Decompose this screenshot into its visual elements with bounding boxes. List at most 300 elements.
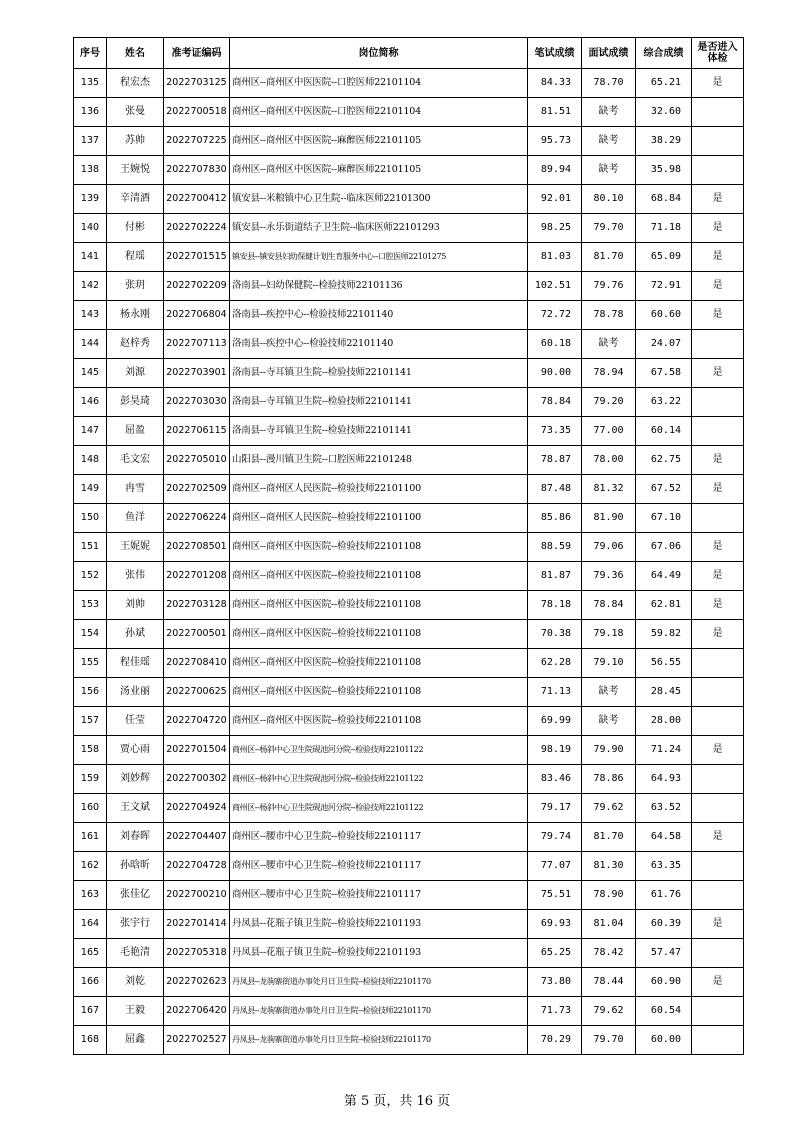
row-written-score: 75.51 [528,881,582,910]
row-total-score: 64.93 [636,765,692,794]
row-position: 洛南县--寺耳镇卫生院--检验技师22101141 [230,417,528,446]
row-written-score: 102.51 [528,272,582,301]
row-written-score: 81.51 [528,98,582,127]
row-name: 孙晗昕 [107,852,164,881]
row-position: 商州区--杨斜中心卫生院砚池河分院--检验技师22101122 [230,765,528,794]
row-interview-score: 79.62 [582,794,636,823]
row-seq: 138 [74,156,107,185]
row-written-score: 79.17 [528,794,582,823]
row-position: 山阳县--漫川镇卫生院--口腔医师22101248 [230,446,528,475]
row-interview-score: 78.00 [582,446,636,475]
row-position: 商州区--商州区人民医院--检验技师22101100 [230,504,528,533]
row-exam-id: 2022706804 [164,301,230,330]
row-exam-id: 2022704720 [164,707,230,736]
row-physical-exam: 是 [692,533,744,562]
row-exam-id: 2022702527 [164,1026,230,1055]
row-position: 丹凤县--龙驹寨街道办事处月日卫生院--检验技师22101170 [230,968,528,997]
table-row [74,649,744,678]
row-seq: 142 [74,272,107,301]
row-exam-id: 2022704728 [164,852,230,881]
row-physical-exam: 是 [692,243,744,272]
row-interview-score: 78.86 [582,765,636,794]
row-total-score: 60.39 [636,910,692,939]
row-physical-exam [692,388,744,417]
row-interview-score: 79.90 [582,736,636,765]
row-written-score: 87.48 [528,475,582,504]
row-total-score: 28.45 [636,678,692,707]
row-seq: 146 [74,388,107,417]
row-total-score: 35.98 [636,156,692,185]
row-seq: 154 [74,620,107,649]
row-position: 商州区--腰市中心卫生院--检验技师22101117 [230,881,528,910]
row-name: 屈鑫 [107,1026,164,1055]
row-total-score: 62.75 [636,446,692,475]
table-row [74,678,744,707]
row-name: 付彬 [107,214,164,243]
row-name: 毛文宏 [107,446,164,475]
row-physical-exam: 是 [692,823,744,852]
row-position: 丹凤县--龙驹寨街道办事处月日卫生院--检验技师22101170 [230,997,528,1026]
table-row [74,591,744,620]
table-row [74,968,744,997]
row-name: 张曼 [107,98,164,127]
row-written-score: 70.29 [528,1026,582,1055]
row-seq: 143 [74,301,107,330]
header-physical-exam: 是否进入体检 [692,38,744,69]
row-written-score: 73.80 [528,968,582,997]
table-row [74,533,744,562]
row-written-score: 60.18 [528,330,582,359]
row-total-score: 72.91 [636,272,692,301]
row-name: 辛清酒 [107,185,164,214]
row-position: 镇安县--镇安县妇幼保健计划生育服务中心--口腔医师22101275 [230,243,528,272]
table-row [74,214,744,243]
table-row [74,301,744,330]
row-interview-score: 77.00 [582,417,636,446]
row-exam-id: 2022708410 [164,649,230,678]
header-exam-id: 准考证编码 [164,38,230,69]
row-written-score: 72.72 [528,301,582,330]
row-written-score: 79.74 [528,823,582,852]
row-exam-id: 2022702623 [164,968,230,997]
row-position: 商州区--商州区人民医院--检验技师22101100 [230,475,528,504]
table-row [74,707,744,736]
row-physical-exam [692,997,744,1026]
row-position: 商州区--腰市中心卫生院--检验技师22101117 [230,852,528,881]
row-name: 苏帅 [107,127,164,156]
page-footer: 第 5 页，共 16 页 [343,1094,451,1109]
row-total-score: 59.82 [636,620,692,649]
row-physical-exam [692,649,744,678]
row-total-score: 60.54 [636,997,692,1026]
row-seq: 163 [74,881,107,910]
row-position: 商州区--商州区中医医院--检验技师22101108 [230,649,528,678]
row-exam-id: 2022702224 [164,214,230,243]
row-name: 程瑶 [107,243,164,272]
row-seq: 136 [74,98,107,127]
row-total-score: 57.47 [636,939,692,968]
row-exam-id: 2022700302 [164,765,230,794]
header-total-score: 综合成绩 [636,38,692,69]
row-interview-score: 缺考 [582,678,636,707]
row-total-score: 32.60 [636,98,692,127]
row-exam-id: 2022704407 [164,823,230,852]
row-exam-id: 2022700412 [164,185,230,214]
row-interview-score: 79.76 [582,272,636,301]
table-row [74,562,744,591]
row-total-score: 38.29 [636,127,692,156]
row-exam-id: 2022701515 [164,243,230,272]
row-interview-score: 缺考 [582,98,636,127]
table-row [74,1026,744,1055]
row-physical-exam [692,939,744,968]
row-exam-id: 2022701208 [164,562,230,591]
row-written-score: 92.01 [528,185,582,214]
row-total-score: 60.14 [636,417,692,446]
row-position: 商州区--商州区中医医院--检验技师22101108 [230,707,528,736]
row-interview-score: 79.10 [582,649,636,678]
table-row [74,98,744,127]
header-interview-score: 面试成绩 [582,38,636,69]
row-total-score: 67.06 [636,533,692,562]
row-physical-exam: 是 [692,214,744,243]
row-position: 商州区--杨斜中心卫生院砚池河分院--检验技师22101122 [230,736,528,765]
row-name: 刘源 [107,359,164,388]
row-name: 彭昊琦 [107,388,164,417]
row-position: 商州区--商州区中医医院--检验技师22101108 [230,533,528,562]
row-name: 刘春晖 [107,823,164,852]
row-total-score: 71.18 [636,214,692,243]
row-physical-exam [692,127,744,156]
row-written-score: 73.35 [528,417,582,446]
row-total-score: 71.24 [636,736,692,765]
row-physical-exam: 是 [692,736,744,765]
table-row [74,620,744,649]
row-seq: 149 [74,475,107,504]
row-physical-exam: 是 [692,910,744,939]
row-name: 王婉悦 [107,156,164,185]
row-seq: 155 [74,649,107,678]
row-written-score: 98.25 [528,214,582,243]
row-position: 商州区--商州区中医医院--口腔医师22101104 [230,69,528,98]
row-position: 商州区--商州区中医医院--口腔医师22101104 [230,98,528,127]
row-name: 鱼洋 [107,504,164,533]
header-position: 岗位简称 [230,38,528,69]
score-table [73,37,744,1055]
row-exam-id: 2022705318 [164,939,230,968]
table-row [74,910,744,939]
row-position: 商州区--商州区中医医院--检验技师22101108 [230,591,528,620]
row-exam-id: 2022706224 [164,504,230,533]
row-name: 张伟 [107,562,164,591]
row-physical-exam: 是 [692,185,744,214]
row-interview-score: 81.32 [582,475,636,504]
table-row [74,765,744,794]
row-physical-exam: 是 [692,562,744,591]
row-written-score: 71.13 [528,678,582,707]
row-name: 张宇行 [107,910,164,939]
row-physical-exam: 是 [692,69,744,98]
table-row [74,185,744,214]
row-seq: 153 [74,591,107,620]
row-seq: 147 [74,417,107,446]
row-written-score: 70.38 [528,620,582,649]
row-physical-exam [692,794,744,823]
row-seq: 164 [74,910,107,939]
row-seq: 166 [74,968,107,997]
row-physical-exam [692,852,744,881]
row-interview-score: 78.44 [582,968,636,997]
row-name: 王毅 [107,997,164,1026]
row-physical-exam [692,504,744,533]
row-exam-id: 2022702209 [164,272,230,301]
table-row [74,997,744,1026]
row-seq: 148 [74,446,107,475]
row-written-score: 83.46 [528,765,582,794]
table-row [74,127,744,156]
row-exam-id: 2022706420 [164,997,230,1026]
row-exam-id: 2022703125 [164,69,230,98]
row-written-score: 98.19 [528,736,582,765]
row-interview-score: 78.42 [582,939,636,968]
row-interview-score: 79.70 [582,1026,636,1055]
row-physical-exam [692,417,744,446]
row-name: 屈盈 [107,417,164,446]
row-position: 商州区--腰市中心卫生院--检验技师22101117 [230,823,528,852]
row-name: 汤业丽 [107,678,164,707]
row-exam-id: 2022707830 [164,156,230,185]
row-total-score: 67.52 [636,475,692,504]
row-total-score: 63.22 [636,388,692,417]
row-position: 洛南县--疾控中心--检验技师22101140 [230,301,528,330]
row-position: 商州区--商州区中医医院--检验技师22101108 [230,562,528,591]
row-physical-exam: 是 [692,272,744,301]
row-total-score: 60.60 [636,301,692,330]
row-name: 张佳亿 [107,881,164,910]
row-interview-score: 缺考 [582,330,636,359]
row-exam-id: 2022703030 [164,388,230,417]
row-physical-exam: 是 [692,446,744,475]
row-seq: 150 [74,504,107,533]
row-position: 商州区--商州区中医医院--麻醉医师22101105 [230,156,528,185]
row-interview-score: 81.04 [582,910,636,939]
row-name: 孙斌 [107,620,164,649]
row-name: 毛艳清 [107,939,164,968]
row-interview-score: 79.06 [582,533,636,562]
row-seq: 135 [74,69,107,98]
row-seq: 137 [74,127,107,156]
row-physical-exam: 是 [692,301,744,330]
row-name: 刘妙辉 [107,765,164,794]
row-exam-id: 2022708501 [164,533,230,562]
row-total-score: 65.09 [636,243,692,272]
row-written-score: 71.73 [528,997,582,1026]
row-exam-id: 2022706115 [164,417,230,446]
row-physical-exam [692,678,744,707]
row-exam-id: 2022707113 [164,330,230,359]
row-position: 丹凤县--花瓶子镇卫生院--检验技师22101193 [230,939,528,968]
row-written-score: 81.03 [528,243,582,272]
row-interview-score: 79.62 [582,997,636,1026]
row-seq: 145 [74,359,107,388]
row-exam-id: 2022700210 [164,881,230,910]
row-name: 杨永刚 [107,301,164,330]
row-interview-score: 78.90 [582,881,636,910]
row-seq: 152 [74,562,107,591]
row-name: 任莹 [107,707,164,736]
row-position: 丹凤县--龙驹寨街道办事处月日卫生院--检验技师22101170 [230,1026,528,1055]
row-name: 刘帅 [107,591,164,620]
row-position: 商州区--商州区中医医院--检验技师22101108 [230,620,528,649]
row-written-score: 78.18 [528,591,582,620]
row-physical-exam: 是 [692,359,744,388]
row-physical-exam [692,330,744,359]
row-seq: 160 [74,794,107,823]
table-body [74,69,744,1055]
row-interview-score: 80.10 [582,185,636,214]
row-written-score: 78.87 [528,446,582,475]
row-physical-exam: 是 [692,968,744,997]
row-interview-score: 78.78 [582,301,636,330]
table-row [74,272,744,301]
row-seq: 144 [74,330,107,359]
row-seq: 139 [74,185,107,214]
row-position: 商州区--商州区中医医院--麻醉医师22101105 [230,127,528,156]
row-total-score: 67.58 [636,359,692,388]
row-exam-id: 2022707225 [164,127,230,156]
row-total-score: 63.35 [636,852,692,881]
row-interview-score: 79.18 [582,620,636,649]
row-exam-id: 2022701504 [164,736,230,765]
row-name: 贾心雨 [107,736,164,765]
row-exam-id: 2022704924 [164,794,230,823]
row-interview-score: 81.90 [582,504,636,533]
table-row [74,475,744,504]
row-written-score: 84.33 [528,69,582,98]
row-physical-exam [692,1026,744,1055]
row-total-score: 56.55 [636,649,692,678]
row-interview-score: 78.70 [582,69,636,98]
row-interview-score: 缺考 [582,127,636,156]
row-seq: 141 [74,243,107,272]
row-total-score: 63.52 [636,794,692,823]
row-exam-id: 2022701414 [164,910,230,939]
row-total-score: 62.81 [636,591,692,620]
row-seq: 165 [74,939,107,968]
row-seq: 140 [74,214,107,243]
row-position: 商州区--商州区中医医院--检验技师22101108 [230,678,528,707]
row-interview-score: 79.70 [582,214,636,243]
table-row [74,794,744,823]
row-interview-score: 81.30 [582,852,636,881]
row-total-score: 67.10 [636,504,692,533]
table-row [74,243,744,272]
row-exam-id: 2022703901 [164,359,230,388]
row-name: 程佳瑶 [107,649,164,678]
table-row [74,939,744,968]
table-row [74,156,744,185]
row-physical-exam [692,765,744,794]
row-physical-exam [692,881,744,910]
row-position: 镇安县--米粮镇中心卫生院--临床医师22101300 [230,185,528,214]
row-physical-exam [692,707,744,736]
row-name: 王妮妮 [107,533,164,562]
header-name: 姓名 [107,38,164,69]
row-total-score: 60.90 [636,968,692,997]
row-seq: 167 [74,997,107,1026]
row-total-score: 65.21 [636,69,692,98]
row-interview-score: 81.70 [582,243,636,272]
row-seq: 161 [74,823,107,852]
row-written-score: 81.87 [528,562,582,591]
row-seq: 162 [74,852,107,881]
table-row [74,417,744,446]
row-written-score: 78.84 [528,388,582,417]
row-written-score: 95.73 [528,127,582,156]
row-physical-exam [692,156,744,185]
row-position: 商州区--杨斜中心卫生院砚池河分院--检验技师22101122 [230,794,528,823]
row-physical-exam: 是 [692,620,744,649]
row-physical-exam: 是 [692,475,744,504]
row-total-score: 64.58 [636,823,692,852]
row-name: 程宏杰 [107,69,164,98]
table-row [74,736,744,765]
row-seq: 151 [74,533,107,562]
row-written-score: 90.00 [528,359,582,388]
row-name: 冉雪 [107,475,164,504]
row-exam-id: 2022700518 [164,98,230,127]
header-written-score: 笔试成绩 [528,38,582,69]
table-row [74,388,744,417]
row-exam-id: 2022703128 [164,591,230,620]
row-total-score: 60.00 [636,1026,692,1055]
row-physical-exam [692,98,744,127]
row-written-score: 65.25 [528,939,582,968]
row-seq: 156 [74,678,107,707]
score-table-container [73,37,743,1055]
table-row [74,446,744,475]
row-written-score: 69.99 [528,707,582,736]
row-position: 洛南县--疾控中心--检验技师22101140 [230,330,528,359]
table-row [74,504,744,533]
row-seq: 158 [74,736,107,765]
row-total-score: 24.07 [636,330,692,359]
row-name: 赵梓秀 [107,330,164,359]
row-exam-id: 2022700625 [164,678,230,707]
row-position: 丹凤县--花瓶子镇卫生院--检验技师22101193 [230,910,528,939]
row-interview-score: 78.94 [582,359,636,388]
row-position: 洛南县--寺耳镇卫生院--检验技师22101141 [230,359,528,388]
row-interview-score: 79.20 [582,388,636,417]
row-exam-id: 2022705010 [164,446,230,475]
row-physical-exam: 是 [692,591,744,620]
row-exam-id: 2022702509 [164,475,230,504]
row-exam-id: 2022700501 [164,620,230,649]
table-row [74,359,744,388]
row-position: 洛南县--寺耳镇卫生院--检验技师22101141 [230,388,528,417]
row-interview-score: 缺考 [582,156,636,185]
header-seq: 序号 [74,38,107,69]
row-interview-score: 81.70 [582,823,636,852]
table-header-row [74,38,744,69]
row-total-score: 28.00 [636,707,692,736]
row-name: 王文斌 [107,794,164,823]
row-interview-score: 79.36 [582,562,636,591]
row-name: 刘乾 [107,968,164,997]
row-written-score: 69.93 [528,910,582,939]
row-interview-score: 78.84 [582,591,636,620]
row-position: 洛南县--妇幼保健院--检验技师22101136 [230,272,528,301]
